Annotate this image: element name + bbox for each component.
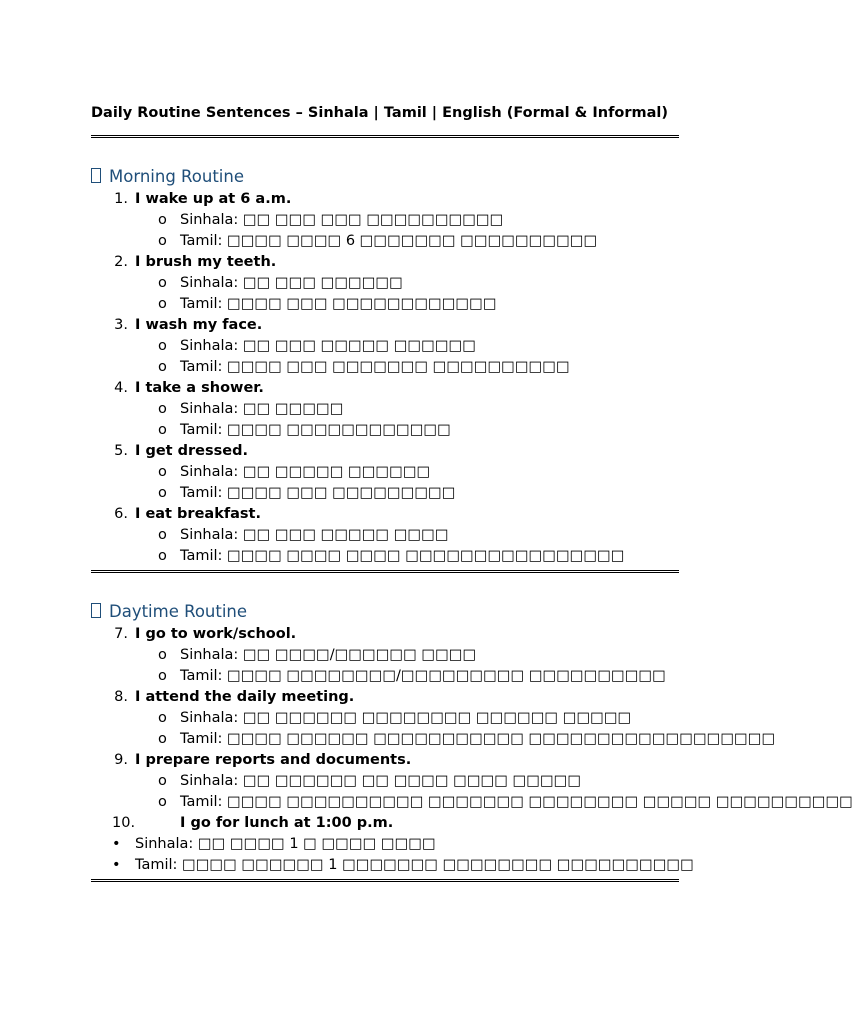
daytime-routine-list — [91, 624, 853, 876]
sinhala-line: o Sinhala: □□ □□□ □□□□□ □□□□□□ — [158, 338, 476, 354]
sinhala-line: o Sinhala: □□ □□□ □□□ □□□□□□□□□□ — [158, 212, 504, 228]
list-item: 7. I go to work/school. — [114, 626, 297, 642]
sinhala-line: o Sinhala: □□ □□□□□ □□□□□□ — [158, 464, 431, 480]
section-divider — [91, 570, 679, 573]
list-item: 9. I prepare reports and documents. — [114, 752, 412, 768]
section-heading-daytime: Daytime Routine — [91, 601, 679, 623]
box-glyph-icon — [91, 603, 101, 618]
tamil-line: o Tamil: □□□□ □□□□□□□□□□□□ — [158, 422, 451, 438]
list-item: 4. I take a shower. — [114, 380, 264, 396]
list-item: 10. I go for lunch at 1:00 p.m. — [112, 815, 394, 831]
morning-routine-list — [91, 189, 679, 567]
list-item: 2. I brush my teeth. — [114, 254, 277, 270]
section-divider — [91, 879, 679, 882]
tamil-line: o Tamil: □□□□ □□□ □□□□□□□□□□□□ — [158, 296, 497, 312]
tamil-line: o Tamil: □□□□ □□□□□□ □□□□□□□□□□□ □□□□□□□□□□□□□□□□□□ — [158, 731, 776, 747]
list-item: 3. I wash my face. — [114, 317, 263, 333]
tamil-bullet: • Tamil: □□□□ □□□□□□ 1 □□□□□□□ □□□□□□□□ □□□□□□□□□□ — [112, 857, 694, 873]
sinhala-line: o Sinhala: □□ □□□ □□□□□ □□□□ — [158, 527, 449, 543]
sinhala-line: o Sinhala: □□ □□□□/□□□□□□ □□□□ — [158, 647, 477, 663]
sinhala-bullet: • Sinhala: □□ □□□□ 1 □ □□□□ □□□□ — [112, 836, 436, 852]
sinhala-line: o Sinhala: □□ □□□□□ — [158, 401, 344, 417]
tamil-line: o Tamil: □□□□ □□□ □□□□□□□□□ — [158, 485, 456, 501]
tamil-line: o Tamil: □□□□ □□□ □□□□□□□ □□□□□□□□□□ — [158, 359, 570, 375]
tamil-line: o Tamil: □□□□ □□□□ 6 □□□□□□□ □□□□□□□□□□ — [158, 233, 598, 249]
sinhala-line: o Sinhala: □□ □□□ □□□□□□ — [158, 275, 403, 291]
list-item: 5. I get dressed. — [114, 443, 248, 459]
document-title: Daily Routine Sentences – Sinhala | Tamil | English (Formal & Informal) — [91, 105, 668, 121]
sinhala-line: o Sinhala: □□ □□□□□□ □□ □□□□ □□□□ □□□□□ — [158, 773, 582, 789]
tamil-line: o Tamil: □□□□ □□□□□□□□/□□□□□□□□□ □□□□□□□□□□ — [158, 668, 666, 684]
box-glyph-icon — [91, 168, 101, 183]
section-heading-morning: Morning Routine — [91, 166, 679, 188]
tamil-line: o Tamil: □□□□ □□□□□□□□□□ □□□□□□□ □□□□□□□□ □□□□□ □□□□□□□□□□ — [158, 794, 853, 810]
list-item: 8. I attend the daily meeting. — [114, 689, 355, 705]
sinhala-line: o Sinhala: □□ □□□□□□ □□□□□□□□ □□□□□□ □□□□□ — [158, 710, 632, 726]
title-divider — [91, 135, 679, 138]
document-page — [91, 104, 853, 882]
list-item: 6. I eat breakfast. — [114, 506, 261, 522]
list-item: 1. I wake up at 6 a.m. — [114, 191, 292, 207]
tamil-line: o Tamil: □□□□ □□□□ □□□□ □□□□□□□□□□□□□□□□ — [158, 548, 625, 564]
